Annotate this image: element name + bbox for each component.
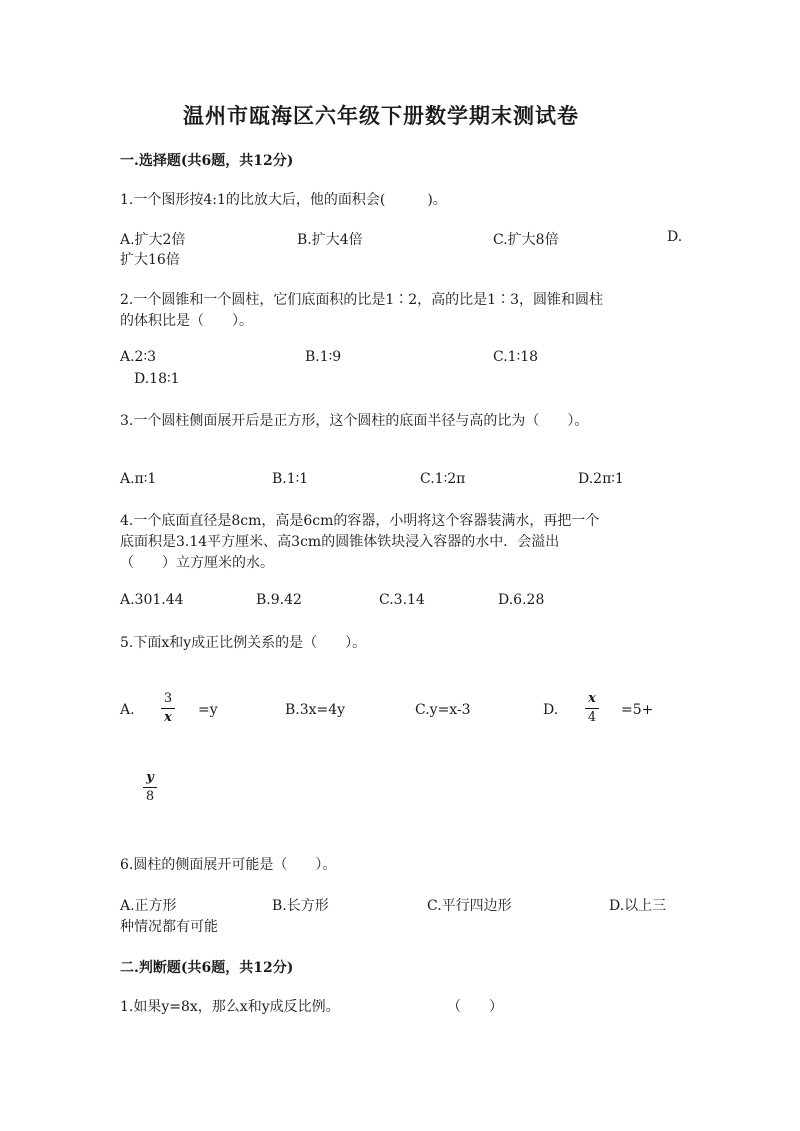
question-4-stem-line-1: 4.一个底面直径是8cm，高是6cm的容器，小明将这个容器装满水，再把一个 <box>120 513 600 529</box>
question-5-option-d-fraction <box>584 692 600 725</box>
question-1-option-b: B.扩大4倍 <box>297 232 363 248</box>
fraction-bar <box>161 708 175 709</box>
fraction-numerator: x <box>588 691 596 706</box>
question-4-stem-line-2: 底面积是3.14平方厘米、高3cm的圆锥体铁块浸入容器的水中．会溢出 <box>120 534 560 550</box>
question-2-stem-line-1: 2.一个圆锥和一个圆柱，它们底面积的比是1∶2，高的比是1∶3，圆锥和圆柱 <box>120 292 603 308</box>
question-5-option-d-fraction-2 <box>142 771 158 804</box>
question-3-option-c: C.1∶2π <box>420 471 466 487</box>
question-5-option-a-label: A. <box>120 702 135 718</box>
question-1-option-d: D. <box>667 229 683 245</box>
question-2-stem-line-2: 的体积比是（ ）。 <box>120 313 253 329</box>
question-5-option-a-fraction <box>160 692 176 725</box>
fraction-denominator: 4 <box>587 710 597 725</box>
question-3-stem: 3.一个圆柱侧面展开后是正方形，这个圆柱的底面半径与高的比为（ ）。 <box>120 413 589 429</box>
question-2-option-d: D.18∶1 <box>134 371 180 387</box>
section-heading-choice: 一.选择题(共6题，共12分) <box>120 153 294 169</box>
question-5-stem: 5.下面x和y成正比例关系的是（ ）。 <box>120 635 367 651</box>
question-6-option-c: C.平行四边形 <box>427 898 512 914</box>
question-1-option-a: A.扩大2倍 <box>120 232 186 248</box>
judgement-1-answer-blank[interactable]: （ ） <box>447 999 503 1015</box>
question-5-option-d-label: D. <box>543 702 559 718</box>
fraction-numerator: y <box>146 770 154 785</box>
question-5-option-c: C.y=x-3 <box>415 702 471 718</box>
question-5-option-d-tail: =5+ <box>621 702 654 718</box>
question-6-option-b: B.长方形 <box>272 898 329 914</box>
page-title: 温州市瓯海区六年级下册数学期末测试卷 <box>183 103 579 128</box>
question-4-stem-line-3: （ ）立方厘米的水。 <box>120 555 274 571</box>
question-1-option-d-text: 扩大16倍 <box>120 252 180 268</box>
question-4-option-d: D.6.28 <box>498 592 545 608</box>
question-6-option-d: D.以上三 <box>609 898 667 914</box>
fraction-denominator: x <box>164 710 172 725</box>
fraction-denominator: 8 <box>145 789 155 804</box>
question-1-stem: 1.一个图形按4:1的比放大后，他的面积会( )。 <box>120 192 447 208</box>
question-2-option-a: A.2∶3 <box>120 349 157 365</box>
question-6-option-d-text: 种情况都有可能 <box>120 919 218 935</box>
question-3-option-a: A.π∶1 <box>120 471 157 487</box>
fraction-bar <box>585 708 599 709</box>
question-1-option-c: C.扩大8倍 <box>493 232 559 248</box>
question-3-option-b: B.1∶1 <box>272 471 309 487</box>
question-2-option-b: B.1∶9 <box>305 349 342 365</box>
question-4-option-a: A.301.44 <box>120 592 184 608</box>
question-2-option-c: C.1∶18 <box>493 349 539 365</box>
question-4-option-c: C.3.14 <box>379 592 425 608</box>
question-5-option-a-tail: =y <box>198 702 218 718</box>
judgement-1-stem: 1.如果y=8x，那么x和y成反比例。 <box>120 999 340 1015</box>
fraction-numerator: 3 <box>163 691 173 706</box>
question-5-option-b: B.3x=4y <box>285 702 346 718</box>
question-6-stem: 6.圆柱的侧面展开可能是（ ）。 <box>120 857 337 873</box>
question-6-option-a: A.正方形 <box>120 898 177 914</box>
question-4-option-b: B.9.42 <box>256 592 302 608</box>
question-3-option-d: D.2π∶1 <box>578 471 624 487</box>
fraction-bar <box>143 787 157 788</box>
section-heading-judgement: 二.判断题(共6题，共12分) <box>120 960 294 976</box>
